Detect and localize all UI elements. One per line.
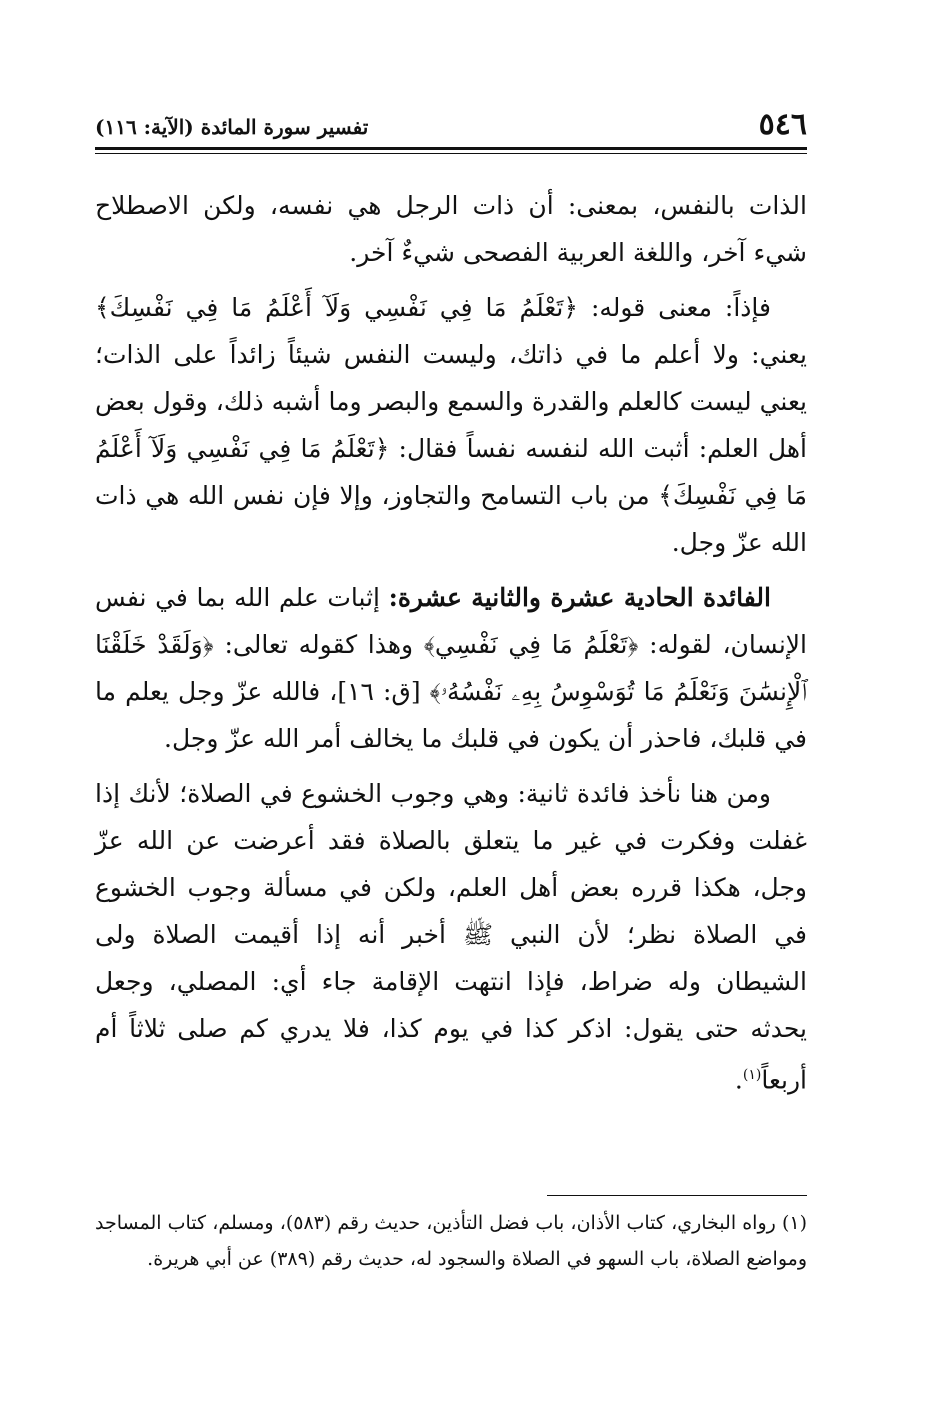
page-number: ٥٤٦ — [758, 107, 807, 142]
footnote-1: (١) رواه البخاري، كتاب الأذان، باب فضل التأذين، حديث رقم (٥٨٣)، ومسلم، كتاب المساجد ومواضع الصلاة، باب السهو في الصلاة والسجود له، حديث رقم (٣٨٩) عن أبي هريرة. — [95, 1212, 807, 1270]
header-rule-thick — [95, 147, 807, 150]
header-rule-thin — [95, 153, 807, 154]
paragraph-text: فإذاً: معنى قوله: ﴿تَعْلَمُ مَا فِي نَفْسِي وَلَآ أَعْلَمُ مَا فِي نَفْسِكَ﴾ يعني: ولا أعلم ما في ذاتك، وليست النفس شيئاً زائداً على الذات؛ يعني ليست كالعلم والقدرة والسمع والبصر وما أشبه ذلك، وقول بعض أهل العلم: أثبت الله لنفسه نفساً فقال: ﴿تَعْلَمُ مَا فِي نَفْسِي وَلَآ أَعْلَمُ مَا فِي نَفْسِكَ﴾ من باب التسامح والتجاوز، وإلا فإن نفس الله هي ذات الله عزّ وجل. — [95, 293, 807, 557]
paragraph-text: إثبات علم الله بما في نفس الإنسان، لقوله: ﴿تَعْلَمُ مَا فِي نَفْسِي﴾ وهذا كقوله تعالى: ﴿وَلَقَدْ خَلَقْنَا ٱلْإِنسَٰنَ وَنَعْلَمُ مَا تُوَسْوِسُ بِهِۦ نَفْسُهُۥ﴾ [ق: ١٦]، فالله عزّ وجل يعلم ما في قلبك، فاحذر أن يكون في قلبك ما يخالف أمر الله عزّ وجل. — [95, 583, 807, 753]
paragraph-text: الذات بالنفس، بمعنى: أن ذات الرجل هي نفسه، ولكن الاصطلاح شيء آخر، واللغة العربية الفصحى شيءٌ آخر. — [95, 191, 807, 267]
footnotes — [95, 1205, 807, 1277]
paragraph-3 — [95, 574, 807, 762]
paragraph-end: . — [734, 1065, 743, 1095]
paragraph-1 — [95, 182, 807, 276]
page-header — [95, 108, 807, 142]
paragraph-text: ومن هنا نأخذ فائدة ثانية: وهي وجوب الخشوع في الصلاة؛ لأنك إذا غفلت وفكرت في غير ما يتعلق بالصلاة فقد أعرضت عن الله عزّ وجل، هكذا قرره بعض أهل العلم، ولكن في مسألة وجوب الخشوع في الصلاة نظر؛ لأن النبي ﷺ أخبر أنه إذا أقيمت الصلاة ولى الشيطان وله ضراط، فإذا انتهت الإقامة جاء أي: المصلي، وجعل يحدثه حتى يقول: اذكر كذا في يوم كذا، فلا يدري كم صلى ثلاثاً أم أربعاً — [95, 779, 807, 1095]
footnote-reference[interactable]: (١) — [742, 1067, 762, 1083]
section-heading: الفائدة الحادية عشرة والثانية عشرة: — [388, 583, 771, 612]
main-text — [95, 182, 807, 1111]
footnote-separator — [547, 1195, 807, 1196]
running-title: تفسير سورة المائدة (الآية: ١١٦) — [95, 115, 369, 139]
paragraph-4 — [95, 770, 807, 1103]
paragraph-2 — [95, 284, 807, 566]
